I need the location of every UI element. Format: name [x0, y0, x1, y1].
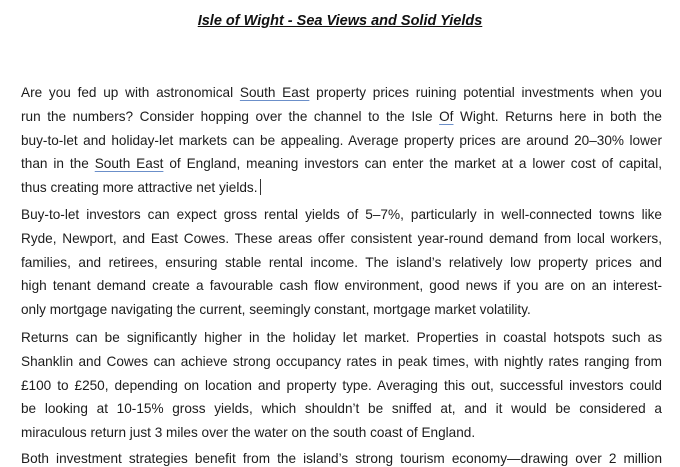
text-line	[21, 81, 662, 105]
text-run: buy-to-let and holiday-let markets can be appealing. Average property prices are around 20–30% lower	[21, 132, 662, 148]
text-line	[21, 447, 662, 467]
text-cursor	[260, 179, 261, 195]
text-run: Ryde, Newport, and East Cowes. These areas offer consistent year-round demand from local workers,	[21, 230, 662, 246]
text-line	[21, 326, 662, 350]
paragraph-4[interactable]	[21, 447, 662, 467]
text-line	[21, 374, 662, 398]
text-run: Returns can be significantly higher in the holiday let market. Properties in coastal hotspots such as	[21, 330, 662, 345]
text-line	[21, 105, 662, 129]
text-run: run the numbers? Consider hopping over the channel to the Isle	[21, 108, 440, 124]
text-run: Both investment strategies benefit from the island’s strong tourism economy—drawing over 2 million	[21, 451, 662, 466]
text-run: than in the	[21, 156, 95, 172]
text-line	[21, 176, 662, 200]
text-run: families, and retirees, ensuring stable rental income. The island’s relatively low property prices and	[21, 254, 662, 270]
text-run: only mortgage navigating the current, seemingly constant, mortgage market volatility.	[21, 302, 531, 318]
text-run: Wight. Returns here in both the	[453, 108, 662, 124]
text-line	[21, 274, 662, 298]
text-run: property prices ruining potential investments when you	[309, 85, 662, 100]
flagged-word: South East	[239, 85, 310, 100]
text-run: be looking at 10-15% gross yields, which shouldn’t be sniffed at, and it would be considered a	[21, 401, 662, 417]
text-line	[21, 421, 662, 445]
flagged-word: Of	[439, 108, 454, 124]
flagged-word: South East	[94, 156, 164, 172]
document-title: Isle of Wight - Sea Views and Solid Yields	[197, 13, 483, 29]
text-run: miraculous return just 3 miles over the water on the south coast of England.	[21, 425, 476, 441]
text-line	[21, 298, 662, 322]
text-line	[21, 129, 662, 153]
text-run: £100 to £250, depending on location and property type. Averaging this out, successful investors could	[21, 377, 662, 393]
text-run: thus creating more attractive net yields.	[21, 180, 258, 196]
paragraph-2[interactable]	[21, 203, 662, 322]
text-line	[21, 350, 662, 374]
text-run: Are you fed up with astronomical	[21, 85, 240, 100]
text-line	[21, 152, 662, 176]
paragraph-3[interactable]	[21, 326, 662, 445]
text-line	[21, 251, 662, 275]
text-run: of England, meaning investors can enter the market at a lower cost of capital,	[163, 156, 662, 172]
text-line	[21, 203, 662, 227]
paragraph-1[interactable]	[21, 81, 662, 200]
text-run: high tenant demand create a favourable cash flow environment, good news if you are on an interest-	[21, 278, 662, 294]
text-line	[21, 397, 662, 421]
text-line	[21, 227, 662, 251]
text-run: Buy-to-let investors can expect gross rental yields of 5–7%, particularly in well-connected towns like	[21, 207, 662, 222]
text-run: Shanklin and Cowes can achieve strong occupancy rates in peak times, with nightly rates ranging from	[21, 353, 662, 369]
